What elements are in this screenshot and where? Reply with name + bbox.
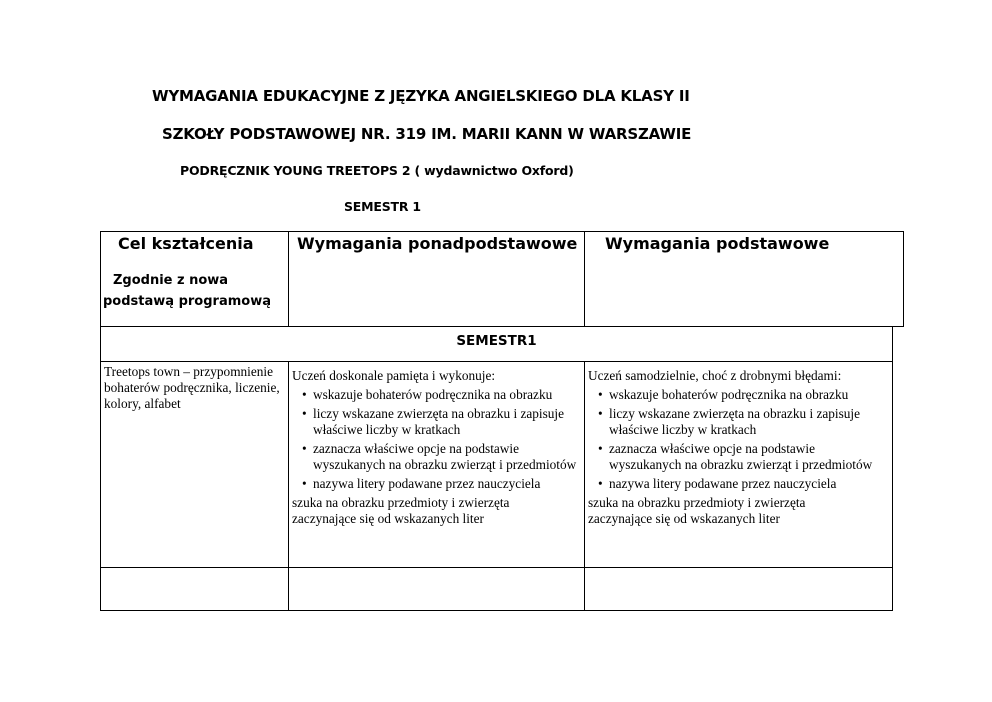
- header-basic-requirements: Wymagania podstawowe: [605, 234, 830, 253]
- list-item: • nazywa litery podawane przez nauczyciela: [292, 476, 582, 492]
- advanced-tail: szuka na obrazku przedmioty i zwierzęta zaczynające się od wskazanych liter: [292, 495, 510, 526]
- basic-list: [588, 387, 890, 492]
- table-header-bottom-border: [100, 326, 903, 327]
- header-goal: Cel kształcenia: [118, 234, 254, 253]
- list-item: • wskazuje bohaterów podręcznika na obrazku: [588, 387, 890, 403]
- section-title: SEMESTR1: [456, 333, 537, 349]
- list-item: • nazywa litery podawane przez nauczyciela: [588, 476, 890, 492]
- section-row-bottom-border: [100, 361, 893, 362]
- advanced-intro: Uczeń doskonale pamięta i wykonuje:: [292, 368, 496, 383]
- header-goal-subtitle-line2: podstawą programową: [103, 294, 271, 309]
- header-divider-1: [288, 231, 289, 327]
- document-title-line1: WYMAGANIA EDUKACYJNE Z JĘZYKA ANGIELSKIEGO DLA KLASY II: [152, 87, 690, 105]
- table-border-top: [100, 231, 903, 232]
- advanced-list: [292, 387, 582, 492]
- table-header-right-border: [903, 231, 904, 327]
- list-item: • zaznacza właściwe opcje na podstawie wyszukanych na obrazku zwierząt i przedmiotów: [292, 441, 582, 473]
- basic-tail: szuka na obrazku przedmioty i zwierzęta zaczynające się od wskazanych liter: [588, 495, 806, 526]
- row1-basic-requirements: [588, 368, 890, 527]
- list-item: • zaznacza właściwe opcje na podstawie wyszukanych na obrazku zwierząt i przedmiotów: [588, 441, 890, 473]
- document-title-textbook: PODRĘCZNIK YOUNG TREETOPS 2 ( wydawnictwo Oxford): [180, 163, 574, 178]
- list-item: • liczy wskazane zwierzęta na obrazku i zapisuje właściwe liczby w kratkach: [292, 406, 582, 438]
- row2-goal-empty: [101, 568, 288, 610]
- basic-intro: Uczeń samodzielnie, choć z drobnymi błędami:: [588, 368, 842, 383]
- header-goal-subtitle-line1: Zgodnie z nowa: [113, 273, 229, 288]
- list-item: • wskazuje bohaterów podręcznika na obrazku: [292, 387, 582, 403]
- table-border-bottom: [100, 610, 893, 611]
- document-title-line2: SZKOŁY PODSTAWOWEJ NR. 319 IM. MARII KANN W WARSZAWIE: [162, 125, 692, 143]
- list-item: • liczy wskazane zwierzęta na obrazku i zapisuje właściwe liczby w kratkach: [588, 406, 890, 438]
- row1-advanced-requirements: [292, 368, 582, 527]
- table-border-right: [892, 326, 893, 611]
- row1-goal: Treetops town – przypomnienie bohaterów podręcznika, liczenie, kolory, alfabet: [104, 364, 280, 411]
- document-title-semester: SEMESTR 1: [344, 199, 421, 214]
- header-advanced-requirements: Wymagania ponadpodstawowe: [297, 234, 578, 253]
- table-border-left: [100, 231, 101, 611]
- row2-basic-empty: [585, 568, 892, 610]
- row2-advanced-empty: [289, 568, 584, 610]
- header-divider-2: [584, 231, 585, 327]
